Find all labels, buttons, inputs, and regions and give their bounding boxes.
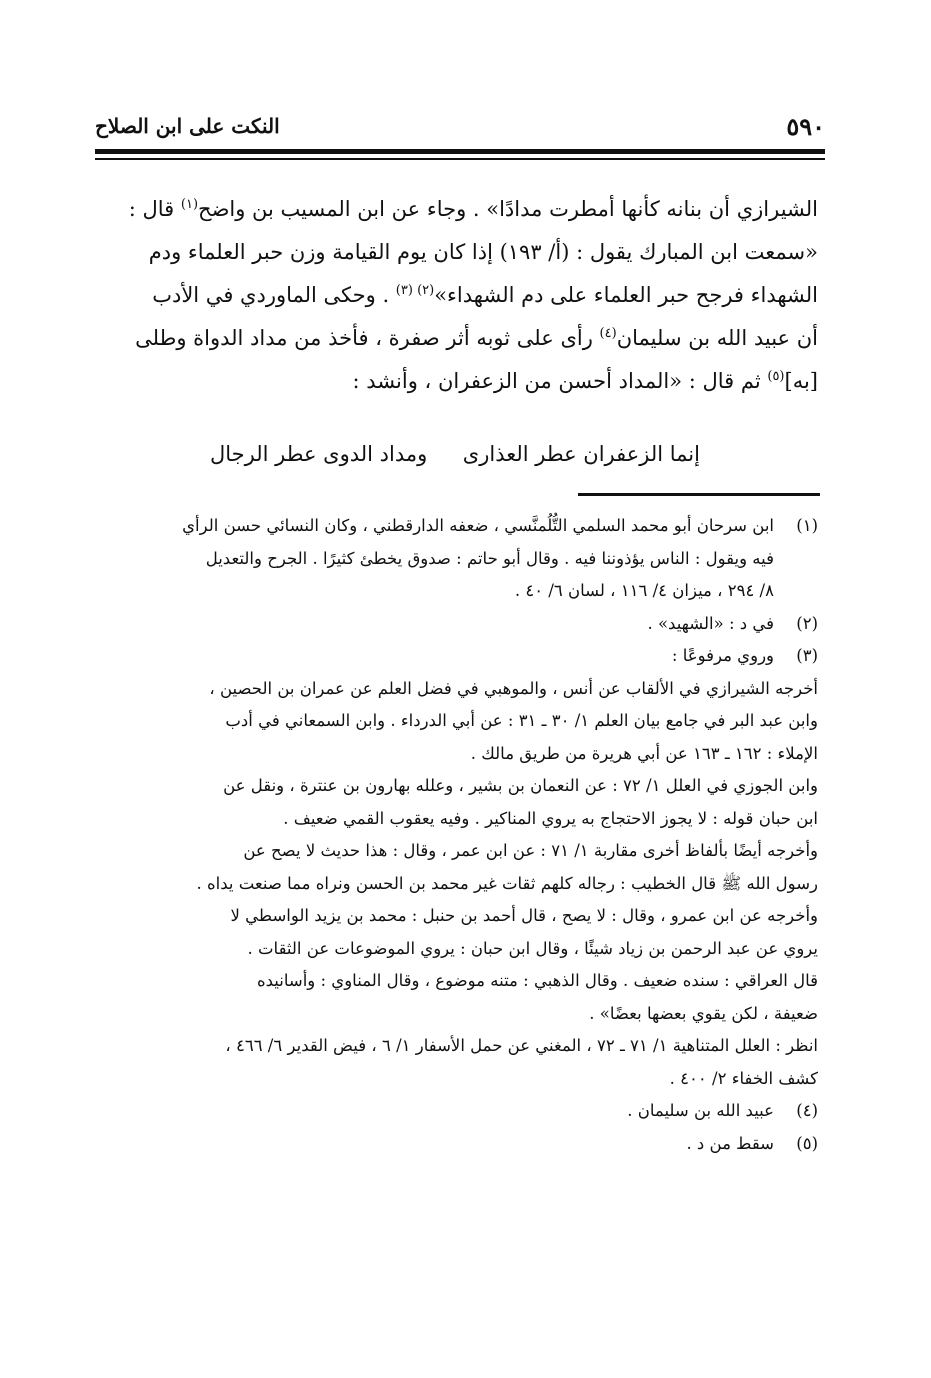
footnote-line: كشف الخفاء ٢/ ٤٠٠ . bbox=[669, 1068, 818, 1088]
footnote-3-continuation bbox=[100, 673, 818, 1096]
verse-hemistich-first: إنما الزعفران عطر العذارى bbox=[462, 442, 700, 466]
footnote-line: أخرجه الشيرازي في الألقاب عن أنس ، والموهبي في فضل العلم عن عمران بن الحصين ، bbox=[209, 678, 818, 698]
footnote-ref[interactable]: (٢) (٣) bbox=[395, 283, 435, 298]
poetry-verse bbox=[210, 436, 700, 472]
footnote-1 bbox=[100, 510, 818, 608]
footnote-4 bbox=[100, 1095, 818, 1128]
footnote-line: ابن سرحان أبو محمد السلمي التُّلُمنَّسي ، ضعفه الدارقطني ، وكان النسائي حسن الرأي bbox=[182, 516, 774, 535]
body-line: «سمعت ابن المبارك يقول : (أ/ ١٩٣) إذا كان يوم القيامة وزن حبر العلماء ودم bbox=[148, 240, 818, 264]
book-title: النكت على ابن الصلاح bbox=[95, 114, 280, 138]
footnote-line: رسول الله ﷺ قال الخطيب : رجاله كلهم ثقات غير محمد بن الحسن ونراه مما صنعت يداه . bbox=[196, 873, 818, 893]
main-text bbox=[100, 188, 818, 403]
footnote-separator bbox=[578, 493, 820, 496]
footnote-number: (١) bbox=[796, 516, 818, 535]
footnote-line: ٨/ ٢٩٤ ، ميزان ٤/ ١١٦ ، لسان ٦/ ٤٠ . bbox=[514, 581, 774, 600]
footnote-5 bbox=[100, 1128, 818, 1161]
body-line: أن عبيد الله بن سليمان$^{(٤)}$ رأى على ثوبه أثر صفرة ، فأخذ من مداد الدواة وطلى bbox=[135, 326, 818, 350]
footnote-line: وابن الجوزي في العلل ١/ ٧٢ : عن النعمان بن بشير ، وعلله بهارون بن عنترة ، ونقل عن bbox=[223, 776, 818, 795]
footnote-ref[interactable]: (٥) bbox=[767, 369, 785, 384]
footnote-ref[interactable]: (٤) bbox=[599, 326, 617, 341]
header-rule-thin bbox=[95, 158, 825, 160]
body-line: الشهداء فرجح حبر العلماء على دم الشهداء»$^{(٢) (٣)}$ . وحكى الماوردي في الأدب bbox=[152, 283, 818, 307]
running-header bbox=[95, 112, 825, 144]
footnote-line: انظر : العلل المتناهية ١/ ٧١ ـ ٧٢ ، المغني عن حمل الأسفار ١/ ٦ ، فيض القدير ٦/ ٤٦٦ ، bbox=[225, 1036, 818, 1055]
footnote-3 bbox=[100, 640, 818, 673]
footnote-line: قال العراقي : سنده ضعيف . وقال الذهبي : متنه موضوع ، وقال المناوي : وأسانيده bbox=[256, 971, 818, 990]
footnote-line: ضعيفة ، لكن يقوي بعضها بعضًا» . bbox=[589, 1003, 818, 1023]
footnote-line: في د : «الشهيد» . bbox=[647, 613, 774, 633]
footnote-line: وأخرجه عن ابن عمرو ، وقال : لا يصح ، قال أحمد بن حنبل : محمد بن يزيد الواسطي لا bbox=[230, 906, 818, 925]
footnote-2 bbox=[100, 608, 818, 641]
page-number: ٥٩٠ bbox=[786, 112, 825, 141]
footnote-line: سقط من د . bbox=[686, 1133, 774, 1153]
footnote-line: وروي مرفوعًا : bbox=[671, 646, 774, 665]
footnote-number: (٥) bbox=[796, 1133, 818, 1153]
footnote-number: (٤) bbox=[796, 1101, 818, 1120]
footnote-line: فيه ويقول : الناس يؤذوننا فيه . وقال أبو حاتم : صدوق يخطئ كثيرًا . الجرح والتعديل bbox=[205, 548, 774, 568]
footnotes bbox=[100, 510, 818, 1160]
verse-hemistich-second: ومداد الدوى عطر الرجال bbox=[210, 442, 428, 466]
footnote-line: يروي عن عبد الرحمن بن زياد شيئًا ، وقال ابن حبان : يروي الموضوعات عن الثقات . bbox=[247, 938, 818, 958]
footnote-line: الإملاء : ١٦٢ ـ ١٦٣ عن أبي هريرة من طريق مالك . bbox=[470, 743, 818, 763]
footnote-line: وابن عبد البر في جامع بيان العلم ١/ ٣٠ ـ ٣١ : عن أبي الدرداء . وابن السمعاني في أدب bbox=[225, 711, 818, 730]
header-rule-thick bbox=[95, 149, 825, 154]
footnote-number: (٢) bbox=[796, 613, 818, 633]
footnote-line: عبيد الله بن سليمان . bbox=[627, 1101, 774, 1120]
footnote-number: (٣) bbox=[796, 646, 818, 665]
footnote-ref[interactable]: (١) bbox=[180, 197, 199, 212]
body-line: [به]$^{(٥)}$ ثم قال : «المداد أحسن من الزعفران ، وأنشد : bbox=[352, 369, 818, 393]
footnote-line: ابن حبان قوله : لا يجوز الاحتجاج به يروي المناكير . وفيه يعقوب القمي ضعيف . bbox=[283, 808, 818, 828]
footnote-line: وأخرجه أيضًا بألفاظ أخرى مقاربة ١/ ٧١ : عن ابن عمر ، وقال : هذا حديث لا يصح عن bbox=[243, 841, 818, 860]
body-line: الشيرازي أن بنانه كأنها أمطرت مدادًا» . وجاء عن ابن المسيب بن واضح$^{(١)}$ قال : bbox=[128, 197, 818, 221]
